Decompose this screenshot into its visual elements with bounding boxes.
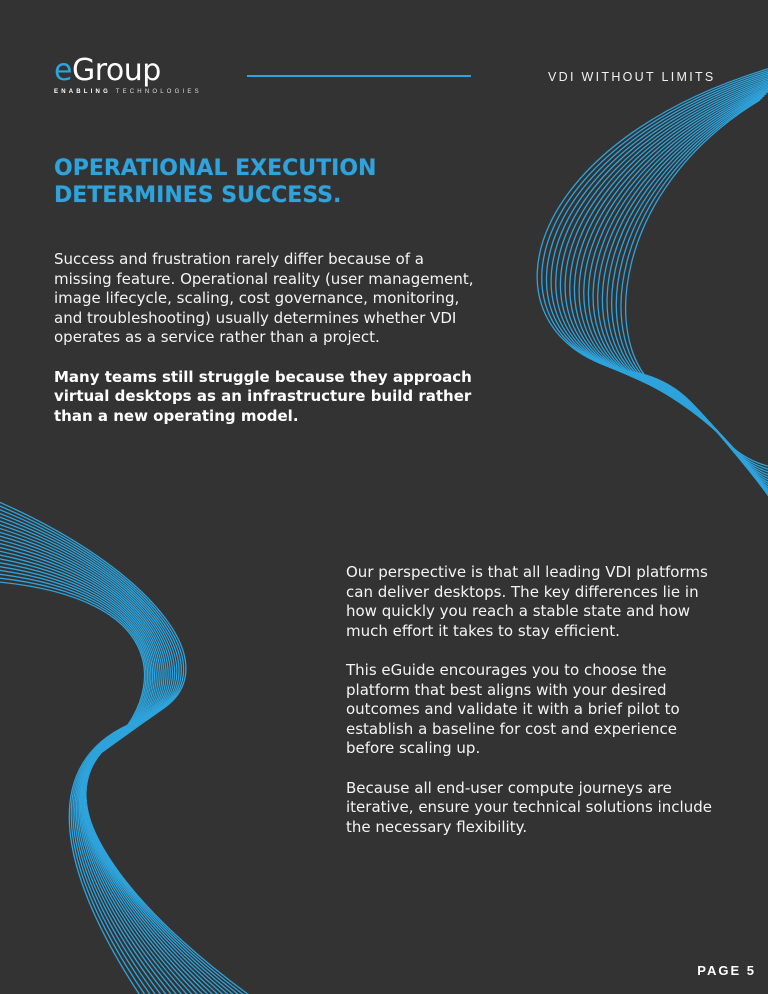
- logo-wordmark-rest: Group: [71, 53, 161, 88]
- wave-lines-top-right: [537, 60, 768, 540]
- wave-line: [570, 75, 768, 496]
- intro-paragraph: Success and frustration rarely differ because of a missing feature. Operational reality (user management, image lifecycle, scaling, cost governance, monitoring, and troubleshooting) usually determines whether VDI operates as a service rather than a project.: [54, 250, 474, 346]
- section-heading: [54, 155, 474, 209]
- logo-tagline-rest: TECHNOLOGIES: [115, 89, 202, 95]
- section-heading-line-1: OPERATIONAL EXECUTION: [54, 156, 377, 181]
- wave-line: [0, 567, 253, 994]
- wave-line: [0, 503, 179, 994]
- logo-wordmark-e: e: [54, 53, 72, 88]
- wave-line: [0, 580, 270, 994]
- header-title: VDI WITHOUT LIMITS: [548, 70, 716, 84]
- wave-line: [565, 73, 768, 493]
- emphasis-paragraph: Many teams still struggle because they approach virtual desktops as an infrastructure build rather than a new operating model.: [54, 367, 472, 425]
- wave-line: [0, 524, 196, 994]
- wave-line: [574, 77, 768, 500]
- page-number: PAGE 5: [697, 963, 756, 978]
- perspective-paragraph: Our perspective is that all leading VDI platforms can deliver desktops. The key differences lie in how quickly you reach a stable state and how much effort it takes to stay efficient.: [346, 563, 708, 640]
- wave-line: [560, 71, 768, 489]
- wave-lines-bottom-left: [0, 490, 270, 994]
- wave-line: [626, 100, 768, 540]
- logo-wordmark: [54, 54, 202, 88]
- eguide-paragraph: This eGuide encourages you to choose the platform that best aligns with your desired outcomes and validate it with a brief pilot to establish a baseline for cost and experience before scaling up.: [346, 661, 680, 757]
- wave-line: [621, 98, 768, 536]
- logo-tagline-bold: ENABLING: [54, 89, 111, 95]
- left-column: [54, 250, 474, 446]
- logo-tagline: [54, 89, 202, 95]
- section-heading-line-2: DETERMINES SUCCESS.: [54, 183, 342, 208]
- wave-line: [0, 529, 201, 994]
- wave-line: [0, 554, 236, 994]
- wave-line: [0, 499, 181, 994]
- wave-line: [0, 571, 259, 994]
- wave-line: [593, 85, 768, 514]
- egroup-logo: [54, 54, 202, 95]
- wave-line: [588, 83, 768, 510]
- flexibility-paragraph: Because all end-user compute journeys are iterative, ensure your technical solutions include the necessary flexibility.: [346, 778, 712, 836]
- right-column: [346, 563, 730, 857]
- header-divider: [247, 75, 471, 77]
